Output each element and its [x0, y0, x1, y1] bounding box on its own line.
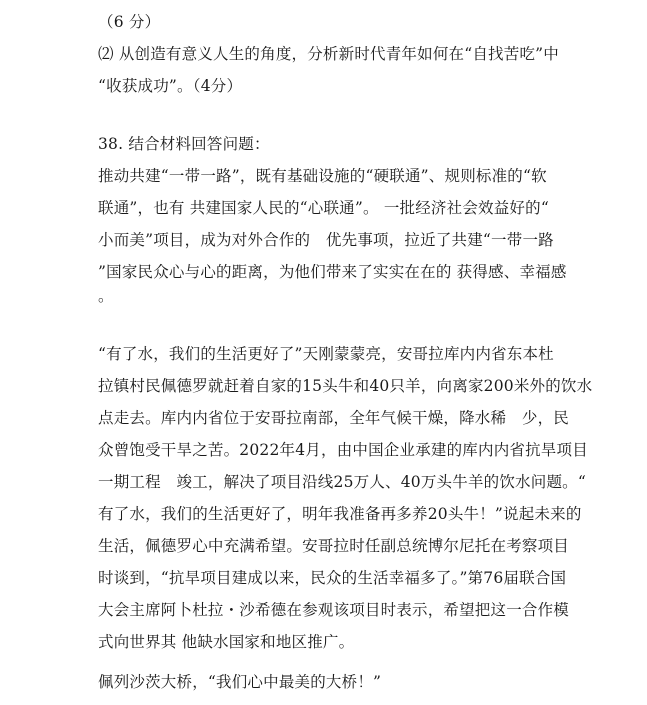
- material-paragraph-2-line: 点走去。库内内省位于安哥拉南部，全年气候干燥，降水稀 少，民: [98, 409, 570, 427]
- material-paragraph-3-heading: 佩列沙茨大桥，“我们心中最美的大桥！”: [98, 673, 382, 691]
- question-38-heading: 38. 结合材料回答问题：: [98, 135, 270, 153]
- material-paragraph-1-line: 。: [98, 287, 114, 305]
- question-part-2: ⑵ 从创造有意义人生的角度，分析新时代青年如何在“自找苦吃”中: [98, 45, 559, 63]
- material-paragraph-2-line: 一期工程 竣工，解决了项目沿线25万人、40万头牛羊的饮水问题。“: [98, 473, 586, 491]
- material-paragraph-2-line: 大会主席阿卜杜拉・沙希德在参观该项目时表示，希望把这一合作模: [98, 601, 570, 619]
- material-paragraph-1-line: 小而美”项目，成为对外合作的 优先事项，拉近了共建“一带一路: [98, 231, 554, 249]
- question-score-line: （6 分）: [98, 13, 161, 31]
- material-paragraph-1-line: ”国家民众心与心的距离，为他们带来了实实在在的 获得感、幸福感: [98, 263, 567, 281]
- material-paragraph-2-line: 生活，佩德罗心中充满希望。安哥拉时任副总统博尔尼托在考察项目: [98, 537, 570, 555]
- material-paragraph-2-line: “有了水，我们的生活更好了”天刚蒙蒙亮，安哥拉库内内省东本杜: [98, 345, 554, 363]
- material-paragraph-2-line: 时谈到，“抗旱项目建成以来，民众的生活幸福多了。”第76届联合国: [98, 569, 567, 587]
- material-paragraph-2-line: 式向世界其 他缺水国家和地区推广。: [98, 633, 355, 651]
- material-paragraph-1-line: 推动共建“一带一路”，既有基础设施的“硬联通”、规则标准的“软: [98, 167, 547, 185]
- question-part-2-continued: “收获成功”。（4分）: [98, 77, 243, 95]
- material-paragraph-1-line: 联通”，也有 共建国家人民的“心联通”。 一批经济社会效益好的“: [98, 199, 549, 217]
- material-paragraph-2-line: 众曾饱受干旱之苦。2022年4月，由中国企业承建的库内内省抗旱项目: [98, 441, 588, 459]
- material-paragraph-2-line: 拉镇村民佩德罗就赶着自家的15头牛和40只羊，向离家200米外的饮水: [98, 377, 593, 395]
- material-paragraph-2-line: 有了水，我们的生活更好了，明年我准备再多养20头牛！”说起未来的: [98, 505, 582, 523]
